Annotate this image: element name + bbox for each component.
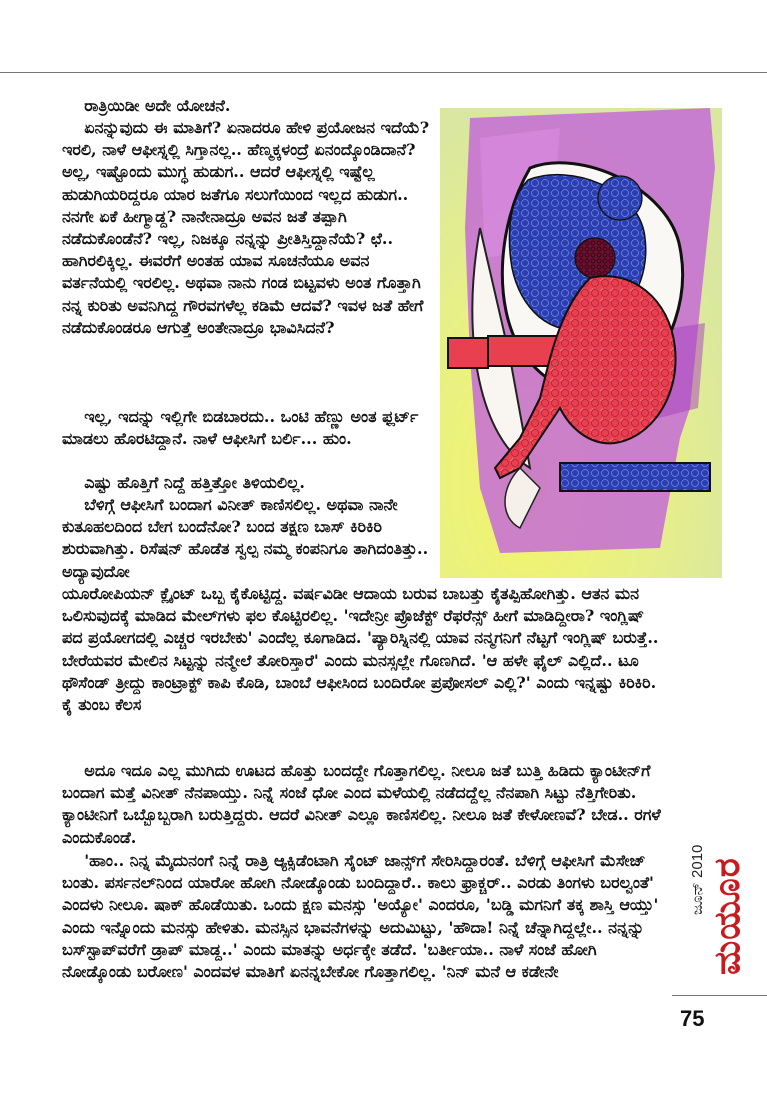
paragraph-3: ಇಲ್ಲ, ಇದನ್ನು ಇಲ್ಲಿಗೇ ಬಿಡಬಾರದು.. ಒಂಟಿ ಹೆಣ್ಣು ಅಂತ ಫ್ಲರ್ಟ್ ಮಾಡಲು ಹೊರಟಿದ್ದಾನೆ. ನಾಳೆ ಆಫೀಸಿಗೆ ಬರ್ಲಿ... ಹುಂ. <box>62 407 424 449</box>
paragraph-6: ಯೂರೋಪಿಯನ್ ಕ್ಲೈಂಟ್ ಒಬ್ಬ ಕೈಕೊಟ್ಟಿದ್ದ. ವರ್ಷವಿಡೀ ಆದಾಯ ಬರುವ ಬಾಬತ್ತು ಕೈತಪ್ಪಿಹೋಗಿತ್ತು. ಆತನ ಮನ ಒಲಿಸುವುದಕ್ಕೆ ಮಾಡಿದ ಮೇಲ್‌ಗಳು ಫಲ ಕೊಟ್ಟಿರಲಿಲ್ಲ. 'ಇದೇನ್ರೀ ಪ್ರೊಜೆಕ್ಟ್ ರೆಫರೆನ್ಸ್ ಹೀಗೆ ಮಾಡಿದ್ದೀರಾ? ಇಂಗ್ಲಿಷ್ ಪದ ಪ್ರಯೋಗದಲ್ಲಿ ಎಚ್ಚರ ಇರಬೇಕು' ಎಂದೆಲ್ಲ ಕೂಗಾಡಿದ. 'ಪ್ಯಾರಿಸ್ನಿನಲ್ಲಿ ಯಾವ ನನ್ಮಗನಿಗೆ ನೆಟ್ಟಗೆ ಇಂಗ್ಲಿಷ್ ಬರುತ್ತೆ.. ಬೇರೆಯವರ ಮೇಲಿನ ಸಿಟ್ಟನ್ನು ನನ್ಮೇಲೆ ತೋರಿಸ್ತಾರೆ' ಎಂದು ಮನಸ್ಸಲ್ಲೇ ಗೊಣಗಿದೆ. 'ಆ ಹಳೇ ಫೈಲ್ ಎಲ್ಲಿದೆ.. ಟೂ ಥೌಸೆಂಡ್ ತ್ರೀದ್ದು ಕಾಂಟ್ರಾಕ್ಟ್ ಕಾಪಿ ಕೊಡಿ, ಬಾಂಬೆ ಆಫೀಸಿಂದ ಬಂದಿರೋ ಪ್ರಪೋಸಲ್ ಎಲ್ಲಿ?' ಎಂದು ಇನ್ನಷ್ಟು ಕಿರಿಕಿರಿ. ಕೈ ತುಂಬ ಕೆಲಸ <box>62 584 665 715</box>
paragraph-8: 'ಹಾಂ.. ನಿನ್ನ ಮೈದುನಂಗೆ ನಿನ್ನೆ ರಾತ್ರಿ ಆ್ಯಕ್ಸಿಡೆಂಟಾಗಿ ಸೈಂಟ್ ಜಾನ್ಸ್‌ಗೆ ಸೇರಿಸಿದ್ದಾರಂತೆ. ಬೆಳಿಗ್ಗೆ ಆಫೀಸಿಗೆ ಮೆಸೇಜ್ ಬಂತು. ಪರ್ಸನಲ್‌ನಿಂದ ಯಾರೋ ಹೋಗಿ ನೋಡ್ಕೊಂಡು ಬಂದಿದ್ದಾರೆ.. ಕಾಲು ಫ್ರಾಕ್ಚರ್.. ಎರಡು ತಿಂಗಳು ಬರಲ್ವಂತೆ' ಎಂದಳು ನೀಲೂ. ಷಾಕ್ ಹೊಡೆಯಿತು. ಒಂದು ಕ್ಷಣ ಮನಸ್ಸು 'ಅಯ್ಯೋ' ಎಂದರೂ, 'ಬಡ್ಡಿ ಮಗನಿಗೆ ತಕ್ಕ ಶಾಸ್ತಿ ಆಯ್ತು' ಎಂದು ಇನ್ನೊಂದು ಮನಸ್ಸು ಹೇಳಿತು. ಮನಸ್ಸಿನ ಭಾವನೆಗಳನ್ನು ಅದುಮಿಟ್ಟು, 'ಹೌದಾ! ನಿನ್ನೆ ಚೆನ್ನಾಗಿದ್ದಲ್ಲೇ.. ನನ್ನನ್ನು ಬಸ್‌ಸ್ಟಾಪ್‌ವರೆಗೆ ಡ್ರಾಪ್ ಮಾಡ್ದ..' ಎಂದು ಮಾತನ್ನು ಅರ್ಧಕ್ಕೇ ತಡೆದೆ. 'ಬರ್ತೀಯಾ.. ನಾಳೆ ಸಂಜೆ ಹೋಗಿ ನೋಡ್ಕೊಂಡು ಬರೋಣ' ಎಂದವಳ ಮಾತಿಗೆ ಏನನ್ನಬೇಕೋ ಗೊತ್ತಾಗಲಿಲ್ಲ. 'ನಿನ್ ಮನೆ ಆ ಕಡೇನೇ <box>62 851 664 982</box>
paragraph-7: ಅದೂ ಇದೂ ಎಲ್ಲ ಮುಗಿದು ಊಟದ ಹೊತ್ತು ಬಂದದ್ದೇ ಗೊತ್ತಾಗಲಿಲ್ಲ. ನೀಲೂ ಜತೆ ಬುತ್ತಿ ಹಿಡಿದು ಕ್ಯಾಂಟೀನ್‌ಗೆ ಬಂದಾಗ ಮತ್ತೆ ವಿನೀತ್ ನೆನಪಾಯ್ತು. ನಿನ್ನೆ ಸಂಜೆ ಧೋ ಎಂದ ಮಳೆಯಲ್ಲಿ ನಡೆದದ್ದೆಲ್ಲ ನೆನಪಾಗಿ ಸಿಟ್ಟು ನೆತ್ತಿಗೇರಿತು. ಕ್ಯಾಂಟೀನಿಗೆ ಒಬ್ಬೊಬ್ಬರಾಗಿ ಬರುತ್ತಿದ್ದರು. ಆದರೆ ವಿನೀತ್ ಎಲ್ಲೂ ಕಾಣಿಸಲಿಲ್ಲ. ನೀಲೂ ಜತೆ ಕೇಳೋಣವೆ? ಬೇಡ.. ರಗಳೆ ಎಂದುಕೊಂಡೆ. <box>62 761 667 847</box>
header-rule <box>0 72 767 73</box>
page-number: 75 <box>680 1006 705 1031</box>
paragraph-4: ಎಷ್ಟು ಹೊತ್ತಿಗೆ ನಿದ್ದೆ ಹತ್ತಿತ್ತೋ ತಿಳಿಯಲಿಲ್ಲ. <box>62 473 305 492</box>
story-illustration <box>440 108 722 578</box>
issue-date: ಜೂನ್ 2010 <box>689 844 706 915</box>
paragraph-5: ಬೆಳಿಗ್ಗೆ ಆಫೀಸಿಗೆ ಬಂದಾಗ ವಿನೀತ್ ಕಾಣಿಸಲಿಲ್ಲ. ಅಥವಾ ನಾನೇ ಕುತೂಹಲದಿಂದ ಬೇಗ ಬಂದೆನೋ? ಬಂದ ತಕ್ಷಣ ಬಾಸ್ ಕಿರಿಕಿರಿ ಶುರುವಾಗಿತ್ತು. ರಿಸೆಷನ್ ಹೊಡೆತ ಸ್ವಲ್ಪ ನಮ್ಮ ಕಂಪನಿಗೂ ತಾಗಿದಂತಿತ್ತು.. ಅದ್ಯಾವುದೋ <box>62 495 434 581</box>
paragraph-1: ರಾತ್ರಿಯಿಡೀ ಅದೇ ಯೋಚನೆ. <box>62 96 231 115</box>
magazine-logo: ಮಯೂರ <box>706 857 747 975</box>
paragraph-2: ಏನನ್ನುವುದು ಈ ಮಾತಿಗೆ? ಏನಾದರೂ ಹೇಳಿ ಪ್ರಯೋಜನ ಇದೆಯೆ? ಇರಲಿ, ನಾಳೆ ಆಫೀಸ್ನಲ್ಲಿ ಸಿಗ್ತಾನಲ್ಲ.. ಹೆಣ್ಮಕ್ಕಳಂದ್ರೆ ಏನಂದ್ಕೊಂಡಿದಾನೆ? ಅಲ್ಲ, ಇಷ್ಟೊಂದು ಮುಗ್ಧ ಹುಡುಗ.. ಆದರೆ ಆಫೀಸ್ನಲ್ಲಿ ಇಷ್ಟೆಲ್ಲ ಹುಡುಗಿಯರಿದ್ದರೂ ಯಾರ ಜತೆಗೂ ಸಲುಗೆಯಿಂದ ಇಲ್ಲದ ಹುಡುಗ.. ನನಗೇ ಏಕೆ ಹೀಗ್ಮಾಡ್ದ? ನಾನೇನಾದ್ರೂ ಅವನ ಜತೆ ತಪ್ಪಾಗಿ ನಡೆದುಕೊಂಡೆನೆ? ಇಲ್ಲ, ನಿಜಕ್ಕೂ ನನ್ನನ್ನು ಪ್ರೀತಿಸ್ತಿದ್ದಾನೆಯೆ? ಛೆ.. ಹಾಗಿರಲಿಕ್ಕಿಲ್ಲ. ಈವರೆಗೆ ಅಂತಹ ಯಾವ ಸೂಚನೆಯೂ ಅವನ ವರ್ತನೆಯಲ್ಲಿ ಇರಲಿಲ್ಲ. ಅಥವಾ ನಾನು ಗಂಡ ಬಿಟ್ಟವಳು ಅಂತ ಗೊತ್ತಾಗಿ ನನ್ನ ಕುರಿತು ಅವನಿಗಿದ್ದ ಗೌರವಗಳೆಲ್ಲ ಕಡಿಮೆ ಆದವೆ? ಇವಳ ಜತೆ ಹೇಗೆ ನಡೆದುಕೊಂಡರೂ ಆಗುತ್ತೆ ಅಂತೇನಾದ್ರೂ ಭಾವಿಸಿದನೆ? <box>62 118 435 337</box>
footer-rule <box>672 995 767 996</box>
